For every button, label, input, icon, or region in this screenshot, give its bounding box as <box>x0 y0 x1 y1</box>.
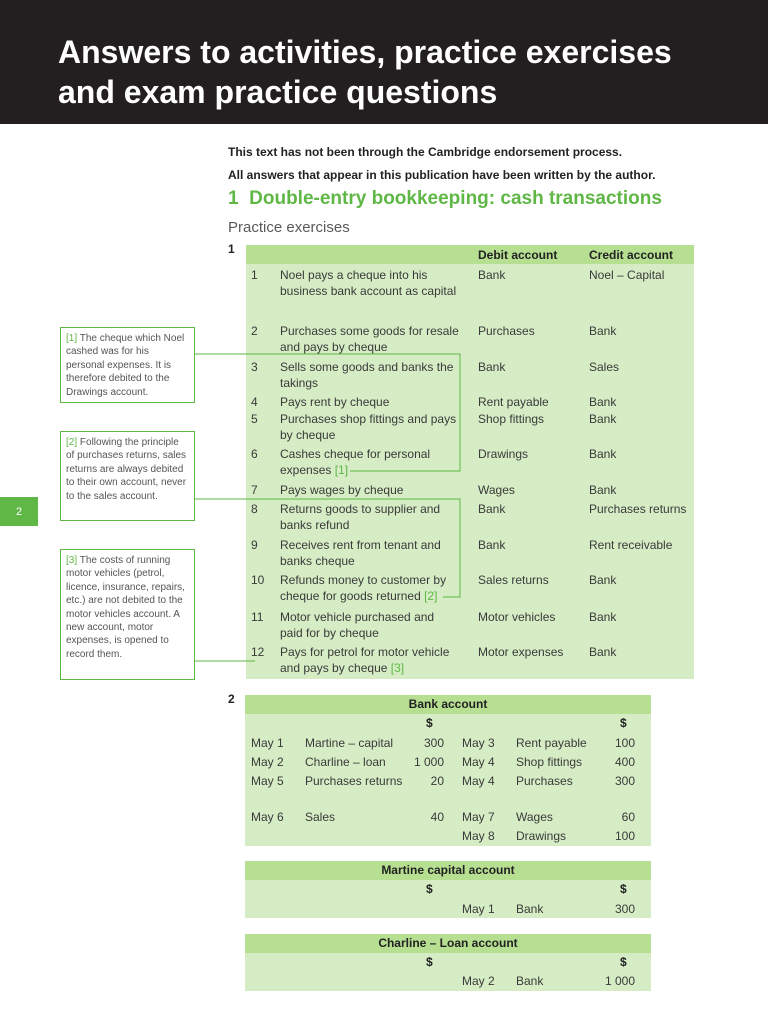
row-number: 6 <box>251 447 258 461</box>
row-number: 5 <box>251 412 258 426</box>
entry-detail: Drawings <box>516 829 567 843</box>
row-number: 4 <box>251 395 258 409</box>
entry-date: May 1 <box>251 736 284 750</box>
chapter-heading: 1 Double-entry bookkeeping: cash transactions <box>228 188 662 209</box>
debit-account: Bank <box>478 360 506 374</box>
entry-amount: 300 <box>423 736 444 750</box>
credit-account: Bank <box>589 395 617 409</box>
debit-header: Debit account <box>478 248 558 262</box>
transaction-description: Pays rent by cheque <box>280 395 390 409</box>
entry-amount: 400 <box>614 755 635 769</box>
row-number: 12 <box>251 645 265 659</box>
entry-amount: 1 000 <box>604 974 635 988</box>
transaction-description: Receives rent from tenant and banks cheque <box>280 538 441 569</box>
entry-detail: Shop fittings <box>516 755 583 769</box>
author-note: All answers that appear in this publication have been written by the author. <box>228 168 656 182</box>
transaction-description: Refunds money to customer by cheque for goods returned [2] <box>280 573 447 604</box>
entry-amount: 300 <box>614 774 635 788</box>
credit-account: Bank <box>589 573 617 587</box>
entry-date: May 2 <box>251 755 284 769</box>
debit-account: Motor expenses <box>478 645 564 659</box>
entry-amount: 300 <box>614 902 635 916</box>
credit-account: Bank <box>589 483 617 497</box>
row-number: 11 <box>251 610 264 624</box>
credit-account: Bank <box>589 447 617 461</box>
question-2-number: 2 <box>228 692 235 706</box>
row-number: 8 <box>251 502 258 516</box>
credit-account: Purchases returns <box>589 502 687 516</box>
entry-detail: Sales <box>305 810 336 824</box>
sidenote-3: [3] The costs of running motor vehicles (petrol, licence, insurance, repairs, etc.) are not debited to the motor vehicles account. A new account, motor expenses, is opened to record them. <box>60 549 195 680</box>
entry-date: May 7 <box>462 810 495 824</box>
credit-currency: $ <box>620 716 627 730</box>
credit-account: Rent receivable <box>589 538 673 552</box>
entry-detail: Bank <box>516 974 544 988</box>
bank-account-title: Bank account <box>245 695 651 714</box>
debit-account: Purchases <box>478 324 535 338</box>
debit-account: Motor vehicles <box>478 610 556 624</box>
entry-detail: Rent payable <box>516 736 587 750</box>
entry-date: May 6 <box>251 810 284 824</box>
entry-date: May 4 <box>462 755 495 769</box>
credit-account: Sales <box>589 360 620 374</box>
reference-marker: [1] <box>331 463 349 478</box>
entry-date: May 4 <box>462 774 495 788</box>
row-number: 10 <box>251 573 265 587</box>
martine-capital-ledger <box>245 861 651 918</box>
debit-currency: $ <box>426 882 433 896</box>
entry-date: May 3 <box>462 736 495 750</box>
debit-account: Rent payable <box>478 395 549 409</box>
debit-account: Drawings <box>478 447 529 461</box>
transaction-description: Pays for petrol for motor vehicle and pays by cheque [3] <box>280 645 450 676</box>
row-number: 9 <box>251 538 258 552</box>
table-header <box>246 245 694 264</box>
sidenote-1: [1] The cheque which Noel cashed was for his personal expenses. It is therefore debited to the Drawings account. <box>60 327 195 403</box>
entry-date: May 2 <box>462 974 495 988</box>
transaction-description: Purchases some goods for resale and pays by cheque <box>280 324 459 355</box>
debit-account: Wages <box>478 483 515 497</box>
entry-amount: 20 <box>430 774 444 788</box>
row-number: 3 <box>251 360 258 374</box>
transaction-description: Cashes cheque for personal expenses [1] <box>280 447 431 478</box>
debit-account: Sales returns <box>478 573 549 587</box>
transactions-table <box>246 245 694 679</box>
transaction-description: Pays wages by cheque <box>280 483 404 497</box>
entry-detail: Charline – loan <box>305 755 386 769</box>
credit-account: Bank <box>589 610 617 624</box>
debit-account: Shop fittings <box>478 412 545 426</box>
transaction-description: Motor vehicle purchased and paid for by cheque <box>280 610 435 641</box>
entry-amount: 40 <box>430 810 444 824</box>
sidenote-2: [2] Following the principle of purchases returns, sales returns are always debited to their own account, never to the sales account. <box>60 431 195 521</box>
transaction-description: Noel pays a cheque into his business bank account as capital <box>280 268 457 299</box>
transaction-description: Returns goods to supplier and banks refund <box>280 502 441 533</box>
debit-account: Bank <box>478 538 506 552</box>
credit-account: Bank <box>589 412 617 426</box>
credit-account: Noel – Capital <box>589 268 665 282</box>
entry-detail: Martine – capital <box>305 736 394 750</box>
credit-currency: $ <box>620 882 627 896</box>
entry-date: May 8 <box>462 829 495 843</box>
debit-account: Bank <box>478 502 506 516</box>
entry-amount: 1 000 <box>413 755 444 769</box>
charline-loan-title: Charline – Loan account <box>245 934 651 953</box>
entry-detail: Bank <box>516 902 544 916</box>
debit-currency: $ <box>426 716 433 730</box>
endorsement-note: This text has not been through the Cambridge endorsement process. <box>228 145 623 159</box>
section-heading: Practice exercises <box>228 219 350 236</box>
page-title: Answers to activities, practice exercises and exam practice questions <box>58 34 672 110</box>
transaction-description: Sells some goods and banks the takings <box>280 360 454 391</box>
entry-amount: 100 <box>614 736 635 750</box>
martine-capital-title: Martine capital account <box>245 861 651 880</box>
charline-loan-ledger <box>245 934 651 991</box>
page-number-tab: 2 <box>0 497 38 526</box>
row-number: 7 <box>251 483 258 497</box>
entry-detail: Purchases <box>516 774 573 788</box>
credit-account: Bank <box>589 645 617 659</box>
entry-date: May 5 <box>251 774 284 788</box>
credit-account: Bank <box>589 324 617 338</box>
debit-account: Bank <box>478 268 506 282</box>
entry-amount: 100 <box>614 829 635 843</box>
credit-header: Credit account <box>589 248 674 262</box>
credit-currency: $ <box>620 955 627 969</box>
bank-account-ledger <box>245 695 651 846</box>
reference-marker: [2] <box>420 589 438 604</box>
transaction-description: Purchases shop fittings and pays by cheque <box>280 412 457 443</box>
reference-marker: [3] <box>387 661 405 676</box>
row-number: 1 <box>251 268 258 282</box>
debit-currency: $ <box>426 955 433 969</box>
question-1-number: 1 <box>228 242 235 256</box>
entry-amount: 60 <box>621 810 635 824</box>
page-header <box>0 0 768 124</box>
entry-detail: Wages <box>516 810 553 824</box>
row-number: 2 <box>251 324 258 338</box>
entry-detail: Purchases returns <box>305 774 403 788</box>
entry-date: May 1 <box>462 902 495 916</box>
